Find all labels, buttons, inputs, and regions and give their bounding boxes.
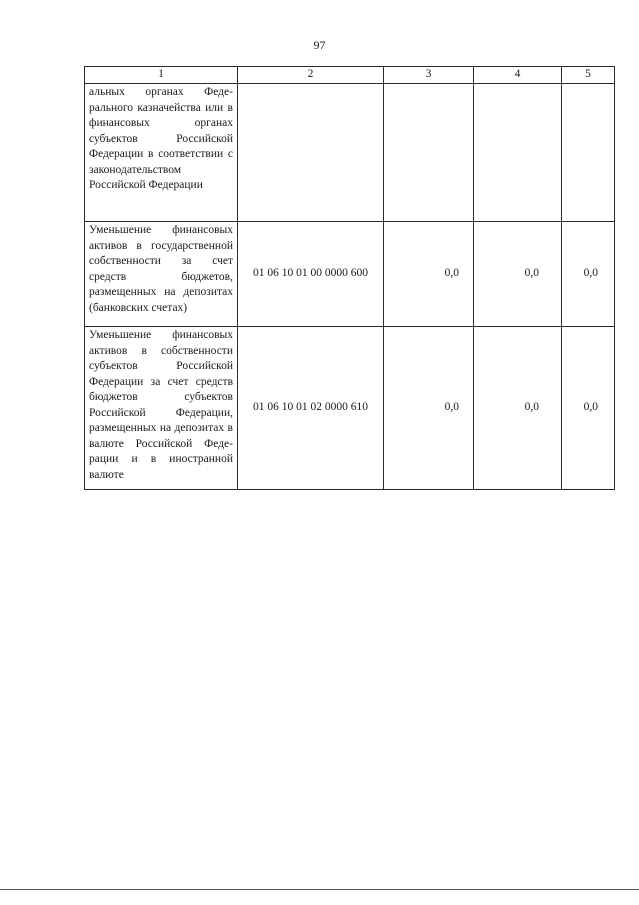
row-value-col4: 0,0: [474, 327, 562, 490]
table-row: [85, 327, 615, 490]
table-row: [85, 84, 615, 222]
header-col-5: 5: [562, 67, 615, 84]
row-value-col4: 0,0: [474, 222, 562, 327]
header-col-3: 3: [384, 67, 474, 84]
row-name: альных органах Федерального казначейства или в финансовых органах субъектов Российской Федерации в соответствии с законодательством Российской Федерации: [85, 84, 238, 222]
row-code: 01 06 10 01 00 0000 600: [238, 222, 384, 327]
row-value-col3: 0,0: [384, 327, 474, 490]
header-col-4: 4: [474, 67, 562, 84]
row-value-col3: [384, 84, 474, 222]
row-value-col3: 0,0: [384, 222, 474, 327]
header-row: [85, 67, 615, 84]
row-code: 01 06 10 01 02 0000 610: [238, 327, 384, 490]
row-name: Уменьшение финансовых активов в государственной собственности за счет средств бюджетов, размещенных на депозитах (банковских счетах): [85, 222, 238, 327]
row-value-col5: 0,0: [562, 327, 615, 490]
row-code: [238, 84, 384, 222]
table-row: [85, 222, 615, 327]
page-bottom-rule: [0, 889, 639, 890]
header-col-2: 2: [238, 67, 384, 84]
row-value-col5: [562, 84, 615, 222]
budget-table: [84, 66, 615, 490]
row-value-col5: 0,0: [562, 222, 615, 327]
header-col-1: 1: [85, 67, 238, 84]
row-name: Уменьшение финансовых активов в собственности субъектов Российской Федерации за счет средств бюджетов субъектов Российской Федерации, размещенных на депозитах в валюте Российской Федерации и в иностранной валюте: [85, 327, 238, 490]
page-number: 97: [313, 38, 326, 52]
row-value-col4: [474, 84, 562, 222]
